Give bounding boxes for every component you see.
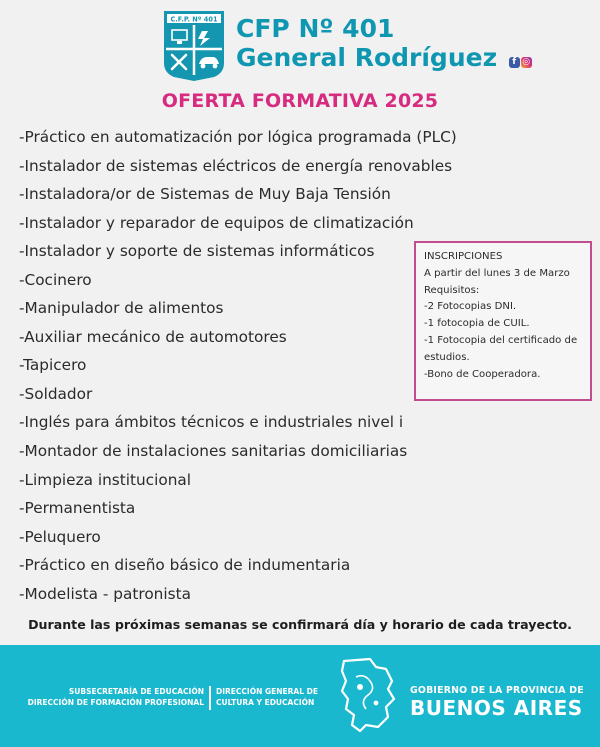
list-item: -Manipulador de alimentos	[19, 299, 224, 318]
facebook-icon[interactable]: f	[509, 57, 520, 68]
list-item: -Instalador y soporte de sistemas informáticos	[19, 242, 375, 261]
logo-text: C.F.P. Nº 401	[170, 15, 218, 24]
school-name-line1: CFP Nº 401	[236, 14, 395, 43]
province-map-icon	[336, 655, 398, 735]
list-item: -Auxiliar mecánico de automotores	[19, 327, 287, 346]
direccion-general-label	[216, 686, 318, 708]
gobierno-line1: GOBIERNO DE LA PROVINCIA DE	[410, 685, 584, 696]
inscripciones-start-date: A partir del lunes 3 de Marzo	[424, 267, 570, 279]
subsecretaria-label	[20, 686, 204, 708]
list-item: -Práctico en diseño básico de indumentaria	[19, 556, 351, 575]
instagram-icon[interactable]: ◎	[522, 57, 531, 67]
direccion-line1: DIRECCIÓN GENERAL DE	[216, 687, 318, 696]
subsecretaria-line1: SUBSECRETARÍA DE EDUCACIÓN	[68, 687, 204, 696]
gobierno-line2: BUENOS AIRES	[410, 696, 583, 720]
course-list	[19, 123, 457, 608]
inscripciones-box	[414, 241, 592, 401]
school-name-line2: General Rodríguez	[236, 43, 498, 72]
list-item: -Instaladora/or de Sistemas de Muy Baja Tensión	[19, 185, 391, 204]
list-item: -Instalador y reparador de equipos de climatización	[19, 213, 414, 232]
list-item: -Modelista - patronista	[19, 584, 191, 603]
page-title: OFERTA FORMATIVA 2025	[161, 90, 439, 112]
list-item: -Soldador	[19, 384, 93, 403]
schedule-note: Durante las próximas semanas se confirmará día y horario de cada trayecto.	[28, 617, 572, 632]
cfp-logo	[162, 9, 226, 81]
requisito-item: -2 Fotocopias DNI.	[424, 301, 517, 313]
divider	[209, 686, 211, 710]
list-item: -Limpieza institucional	[19, 470, 192, 489]
list-item: -Tapicero	[19, 356, 87, 375]
list-item: -Instalador de sistemas eléctricos de energía renovables	[19, 156, 453, 175]
list-item: -Cocinero	[19, 270, 92, 289]
list-item: -Permanentista	[19, 499, 136, 518]
list-item: -Peluquero	[19, 527, 101, 546]
list-item: -Práctico en automatización por lógica programada (PLC)	[19, 128, 457, 146]
footer	[0, 645, 600, 747]
requisito-item: -1 fotocopia de CUIL.	[424, 318, 530, 330]
header	[0, 0, 600, 90]
gobierno-logo-text	[410, 685, 584, 720]
subsecretaria-line2: DIRECCIÓN DE FORMACIÓN PROFESIONAL	[27, 698, 204, 707]
inscripciones-heading: INSCRIPCIONES	[424, 251, 503, 262]
direccion-line2: CULTURA Y EDUCACIÓN	[216, 698, 315, 707]
list-item: -Inglés para ámbitos técnicos e industriales nivel i	[19, 413, 404, 432]
social-icons	[509, 47, 533, 76]
list-item: -Montador de instalaciones sanitarias domiciliarias	[19, 442, 408, 461]
requisitos-label: Requisitos:	[424, 284, 480, 296]
school-name	[236, 14, 533, 76]
requisito-item: -1 Fotocopia del certificado de estudios.	[424, 334, 578, 363]
requisito-item: -Bono de Cooperadora.	[424, 368, 541, 380]
